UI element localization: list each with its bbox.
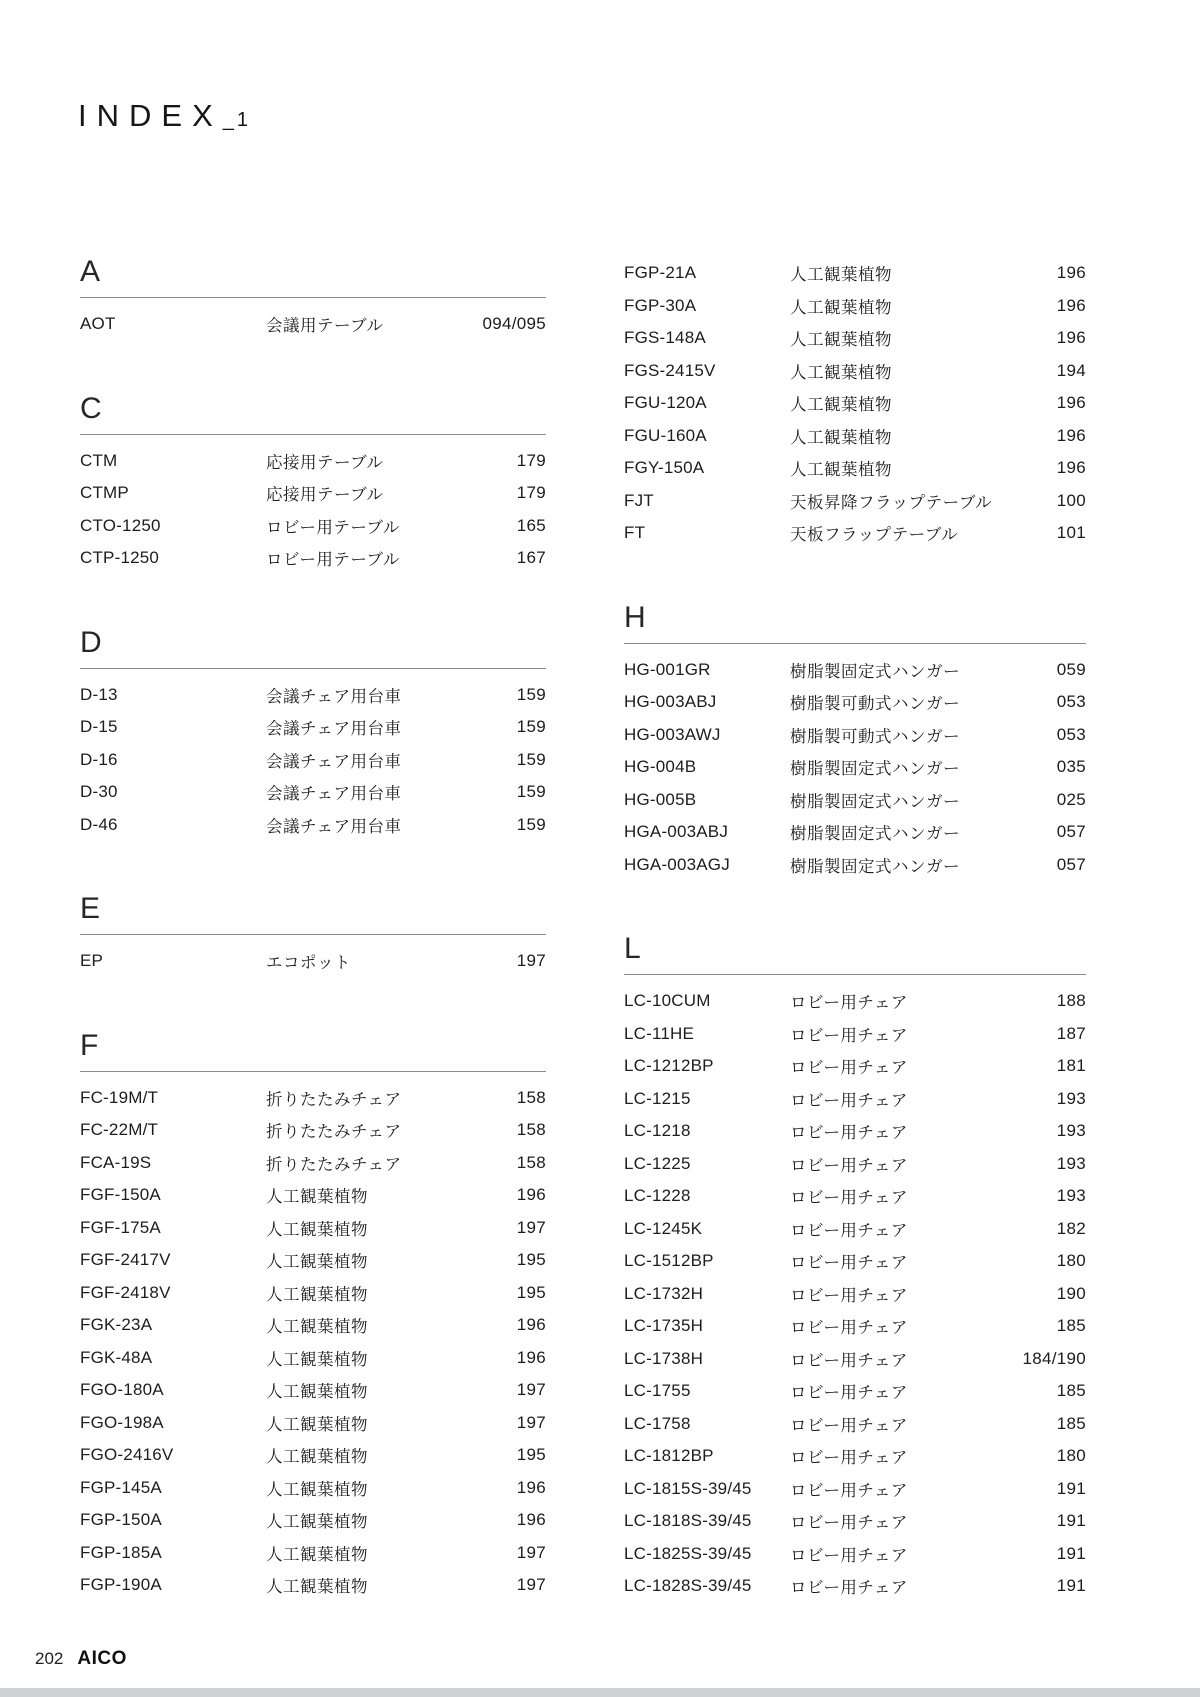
index-entry-row xyxy=(624,1570,1086,1603)
section-rows xyxy=(80,1072,546,1602)
index-entry-row xyxy=(624,654,1086,687)
index-column-left xyxy=(80,0,546,1651)
section-letter: L xyxy=(624,930,1086,975)
index-entry-row xyxy=(624,1375,1086,1408)
entry-code: D-15 xyxy=(80,717,118,737)
entry-code: LC-1225 xyxy=(624,1153,691,1173)
entry-description: 樹脂製固定式ハンガー xyxy=(790,857,960,876)
section-letter: F xyxy=(80,1027,546,1072)
entry-description: ロビー用テーブル xyxy=(266,551,400,570)
entry-description: 人工観葉植物 xyxy=(790,331,892,350)
index-entry-row xyxy=(80,1212,546,1245)
entry-page-number: 179 xyxy=(516,450,546,470)
index-entry-row xyxy=(80,1472,546,1505)
entry-page-number: 196 xyxy=(1056,393,1086,413)
index-entry-row xyxy=(80,308,546,341)
index-entry-row xyxy=(80,1374,546,1407)
entry-code: FGF-175A xyxy=(80,1217,161,1237)
entry-code: FCA-19S xyxy=(80,1152,152,1172)
entry-page-number: 193 xyxy=(1056,1088,1086,1108)
index-entry-row xyxy=(80,1244,546,1277)
entry-page-number: 180 xyxy=(1056,1251,1086,1271)
entry-description: 会議チェア用台車 xyxy=(266,785,402,804)
entry-description: ロビー用チェア xyxy=(790,1351,908,1370)
entry-description: 折りたたみチェア xyxy=(266,1123,402,1142)
entry-description: 人工観葉植物 xyxy=(266,1448,368,1467)
entry-code: LC-10CUM xyxy=(624,991,711,1011)
entry-description: 樹脂製固定式ハンガー xyxy=(790,662,960,681)
entry-code: FGO-198A xyxy=(80,1412,164,1432)
entry-code: EP xyxy=(80,951,104,971)
index-section xyxy=(624,247,1086,550)
entry-page-number: 165 xyxy=(516,515,546,535)
index-section xyxy=(80,1027,546,1602)
entry-page-number: 191 xyxy=(1056,1478,1086,1498)
entry-code: FGK-48A xyxy=(80,1347,153,1367)
index-entry-row xyxy=(624,452,1086,485)
index-entry-row xyxy=(624,985,1086,1018)
entry-description: 天板フラップテーブル xyxy=(790,526,959,545)
index-entry-row xyxy=(624,1278,1086,1311)
entry-description: ロビー用チェア xyxy=(790,1189,908,1208)
entry-code: FGS-148A xyxy=(624,328,706,348)
entry-page-number: 159 xyxy=(516,749,546,769)
entry-description: 会議チェア用台車 xyxy=(266,687,402,706)
entry-code: CTO-1250 xyxy=(80,515,161,535)
index-column-right xyxy=(624,0,1086,1652)
entry-page-number: 196 xyxy=(1056,295,1086,315)
index-entry-row xyxy=(624,485,1086,518)
index-entry-row xyxy=(80,809,546,842)
entry-description: 人工観葉植物 xyxy=(266,1350,368,1369)
entry-description: ロビー用チェア xyxy=(790,1319,908,1338)
index-entry-row xyxy=(80,445,546,478)
entry-page-number: 195 xyxy=(516,1445,546,1465)
entry-code: LC-1755 xyxy=(624,1381,691,1401)
entry-page-number: 159 xyxy=(516,814,546,834)
entry-description: 人工観葉植物 xyxy=(790,461,892,480)
entry-page-number: 193 xyxy=(1056,1153,1086,1173)
section-rows xyxy=(624,247,1086,550)
entry-page-number: 185 xyxy=(1056,1316,1086,1336)
entry-description: ロビー用テーブル xyxy=(266,518,400,537)
index-entry-row xyxy=(624,1343,1086,1376)
entry-code: LC-1758 xyxy=(624,1413,691,1433)
entry-description: 人工観葉植物 xyxy=(266,1513,368,1532)
index-section xyxy=(80,890,546,978)
entry-code: LC-11HE xyxy=(624,1023,695,1043)
entry-description: ロビー用チェア xyxy=(790,1286,908,1305)
entry-page-number: 197 xyxy=(516,1542,546,1562)
entry-description: 人工観葉植物 xyxy=(266,1480,368,1499)
entry-page-number: 190 xyxy=(1056,1283,1086,1303)
index-entry-row xyxy=(80,510,546,543)
entry-code: LC-1818S-39/45 xyxy=(624,1511,752,1531)
index-entry-row xyxy=(80,1114,546,1147)
entry-code: FGP-150A xyxy=(80,1510,162,1530)
section-rows xyxy=(80,669,546,842)
entry-code: D-13 xyxy=(80,684,118,704)
entry-description: 人工観葉植物 xyxy=(790,396,892,415)
page-title-suffix: _1 xyxy=(222,109,251,131)
entry-description: 人工観葉植物 xyxy=(266,1318,368,1337)
section-rows xyxy=(80,935,546,978)
entry-code: HG-003ABJ xyxy=(624,692,717,712)
entry-page-number: 196 xyxy=(516,1477,546,1497)
entry-description: ロビー用チェア xyxy=(790,1384,908,1403)
index-entry-row xyxy=(80,1309,546,1342)
index-entry-row xyxy=(80,477,546,510)
index-entry-row xyxy=(624,719,1086,752)
entry-page-number: 196 xyxy=(1056,425,1086,445)
bottom-edge-strip xyxy=(0,1688,1200,1697)
entry-page-number: 191 xyxy=(1056,1576,1086,1596)
entry-description: 人工観葉植物 xyxy=(266,1285,368,1304)
entry-description: ロビー用チェア xyxy=(790,1156,908,1175)
index-entry-row xyxy=(80,1439,546,1472)
entry-code: FGP-145A xyxy=(80,1477,162,1497)
entry-code: LC-1812BP xyxy=(624,1446,714,1466)
index-entry-row xyxy=(80,1277,546,1310)
index-entry-row xyxy=(80,1504,546,1537)
entry-page-number: 193 xyxy=(1056,1186,1086,1206)
entry-description: 樹脂製可動式ハンガー xyxy=(790,695,960,714)
entry-description: 応接用テーブル xyxy=(266,453,384,472)
index-section xyxy=(624,599,1086,882)
entry-page-number: 185 xyxy=(1056,1413,1086,1433)
entry-code: D-46 xyxy=(80,814,118,834)
entry-code: HG-004B xyxy=(624,757,697,777)
entry-page-number: 025 xyxy=(1056,789,1086,809)
entry-code: FGK-23A xyxy=(80,1315,153,1335)
entry-code: HGA-003ABJ xyxy=(624,822,729,842)
entry-code: LC-1732H xyxy=(624,1283,704,1303)
entry-page-number: 094/095 xyxy=(482,314,546,334)
entry-code: FGP-21A xyxy=(624,263,697,283)
brand-logo: AICO xyxy=(77,1648,127,1669)
index-entry-row xyxy=(624,517,1086,550)
index-entry-row xyxy=(80,1569,546,1602)
entry-page-number: 057 xyxy=(1056,854,1086,874)
entry-page-number: 179 xyxy=(516,483,546,503)
index-entry-row xyxy=(624,686,1086,719)
index-entry-row xyxy=(624,1180,1086,1213)
entry-description: ロビー用チェア xyxy=(790,1059,908,1078)
entry-code: D-30 xyxy=(80,782,118,802)
index-section xyxy=(80,624,546,842)
index-entry-row xyxy=(80,1407,546,1440)
entry-code: FJT xyxy=(624,490,654,510)
entry-code: LC-1245K xyxy=(624,1218,703,1238)
entry-description: 折りたたみチェア xyxy=(266,1090,402,1109)
index-entry-row xyxy=(80,1342,546,1375)
entry-page-number: 187 xyxy=(1056,1023,1086,1043)
entry-code: FGP-30A xyxy=(624,295,697,315)
index-entry-row xyxy=(624,1083,1086,1116)
entry-page-number: 159 xyxy=(516,684,546,704)
entry-page-number: 197 xyxy=(516,1412,546,1432)
index-entry-row xyxy=(80,711,546,744)
index-entry-row xyxy=(624,322,1086,355)
index-entry-row xyxy=(624,420,1086,453)
entry-code: FGY-150A xyxy=(624,458,705,478)
section-rows xyxy=(624,975,1086,1603)
entry-description: 会議チェア用台車 xyxy=(266,817,402,836)
page-number: 202 xyxy=(35,1649,64,1668)
entry-code: FC-19M/T xyxy=(80,1087,159,1107)
entry-description: 人工観葉植物 xyxy=(266,1253,368,1272)
entry-page-number: 158 xyxy=(516,1152,546,1172)
entry-description: 人工観葉植物 xyxy=(266,1383,368,1402)
index-entry-row xyxy=(624,355,1086,388)
index-section xyxy=(624,930,1086,1603)
entry-code: HGA-003AGJ xyxy=(624,854,730,874)
index-section xyxy=(80,390,546,575)
entry-description: 人工観葉植物 xyxy=(266,1188,368,1207)
entry-page-number: 053 xyxy=(1056,724,1086,744)
entry-code: FGS-2415V xyxy=(624,360,716,380)
index-entry-row xyxy=(80,1179,546,1212)
entry-code: LC-1215 xyxy=(624,1088,691,1108)
index-entry-row xyxy=(80,679,546,712)
section-rows xyxy=(80,435,546,575)
index-entry-row xyxy=(624,784,1086,817)
section-letter: C xyxy=(80,390,546,435)
entry-description: 人工観葉植物 xyxy=(790,298,892,317)
entry-page-number: 191 xyxy=(1056,1511,1086,1531)
entry-code: LC-1828S-39/45 xyxy=(624,1576,752,1596)
entry-description: ロビー用チェア xyxy=(790,994,908,1013)
index-entry-row xyxy=(624,1050,1086,1083)
entry-page-number: 158 xyxy=(516,1120,546,1140)
index-entry-row xyxy=(624,387,1086,420)
index-entry-row xyxy=(624,849,1086,882)
index-entry-row xyxy=(80,1537,546,1570)
index-entry-row xyxy=(624,1408,1086,1441)
entry-page-number: 196 xyxy=(516,1510,546,1530)
entry-description: ロビー用チェア xyxy=(790,1221,908,1240)
entry-page-number: 195 xyxy=(516,1282,546,1302)
entry-description: ロビー用チェア xyxy=(790,1579,908,1598)
entry-description: ロビー用チェア xyxy=(790,1514,908,1533)
entry-code: FGO-180A xyxy=(80,1380,164,1400)
entry-description: 人工観葉植物 xyxy=(266,1578,368,1597)
entry-code: FGO-2416V xyxy=(80,1445,174,1465)
entry-page-number: 188 xyxy=(1056,991,1086,1011)
index-entry-row xyxy=(624,1440,1086,1473)
entry-description: 人工観葉植物 xyxy=(266,1545,368,1564)
entry-code: FGU-120A xyxy=(624,393,707,413)
entry-description: ロビー用チェア xyxy=(790,1416,908,1435)
index-entry-row xyxy=(624,751,1086,784)
entry-description: ロビー用チェア xyxy=(790,1254,908,1273)
entry-description: ロビー用チェア xyxy=(790,1091,908,1110)
entry-page-number: 181 xyxy=(1056,1056,1086,1076)
page-footer xyxy=(35,1648,127,1670)
entry-page-number: 197 xyxy=(516,1575,546,1595)
entry-page-number: 100 xyxy=(1056,490,1086,510)
entry-page-number: 197 xyxy=(516,1217,546,1237)
index-entry-row xyxy=(624,1473,1086,1506)
entry-page-number: 057 xyxy=(1056,822,1086,842)
entry-page-number: 196 xyxy=(516,1347,546,1367)
index-entry-row xyxy=(80,945,546,978)
entry-description: ロビー用チェア xyxy=(790,1449,908,1468)
entry-description: ロビー用チェア xyxy=(790,1546,908,1565)
index-entry-row xyxy=(624,1505,1086,1538)
index-entry-row xyxy=(80,776,546,809)
entry-code: FT xyxy=(624,523,646,543)
section-letter: A xyxy=(80,253,546,298)
page-title-main: INDEX xyxy=(78,98,223,133)
entry-description: 天板昇降フラップテーブル xyxy=(790,493,993,512)
entry-description: ロビー用チェア xyxy=(790,1124,908,1143)
entry-page-number: 053 xyxy=(1056,692,1086,712)
index-entry-row xyxy=(624,1018,1086,1051)
index-entry-row xyxy=(80,1147,546,1180)
entry-description: ロビー用チェア xyxy=(790,1026,908,1045)
section-rows xyxy=(80,298,546,341)
entry-code: LC-1212BP xyxy=(624,1056,714,1076)
entry-page-number: 195 xyxy=(516,1250,546,1270)
entry-page-number: 167 xyxy=(516,548,546,568)
entry-code: HG-005B xyxy=(624,789,697,809)
entry-description: 人工観葉植物 xyxy=(790,266,892,285)
entry-page-number: 197 xyxy=(516,951,546,971)
entry-description: 樹脂製可動式ハンガー xyxy=(790,727,960,746)
entry-page-number: 101 xyxy=(1056,523,1086,543)
entry-description: 折りたたみチェア xyxy=(266,1155,402,1174)
index-entry-row xyxy=(624,1148,1086,1181)
index-entry-row xyxy=(80,744,546,777)
index-entry-row xyxy=(624,290,1086,323)
entry-code: LC-1218 xyxy=(624,1121,691,1141)
entry-page-number: 059 xyxy=(1056,659,1086,679)
entry-description: 会議チェア用台車 xyxy=(266,752,402,771)
entry-description: 人工観葉植物 xyxy=(790,428,892,447)
entry-page-number: 196 xyxy=(1056,263,1086,283)
entry-code: FGF-2418V xyxy=(80,1282,171,1302)
section-letter: E xyxy=(80,890,546,935)
index-entry-row xyxy=(624,257,1086,290)
entry-page-number: 035 xyxy=(1056,757,1086,777)
entry-code: AOT xyxy=(80,314,116,334)
entry-page-number: 185 xyxy=(1056,1381,1086,1401)
entry-page-number: 191 xyxy=(1056,1543,1086,1563)
entry-code: HG-003AWJ xyxy=(624,724,721,744)
index-section xyxy=(80,253,546,341)
entry-code: FC-22M/T xyxy=(80,1120,159,1140)
entry-code: FGP-190A xyxy=(80,1575,162,1595)
entry-description: 人工観葉植物 xyxy=(266,1415,368,1434)
entry-code: FGP-185A xyxy=(80,1542,162,1562)
entry-page-number: 193 xyxy=(1056,1121,1086,1141)
entry-page-number: 196 xyxy=(1056,328,1086,348)
entry-description: エコポット xyxy=(266,954,351,973)
entry-code: CTM xyxy=(80,450,118,470)
section-rows xyxy=(624,644,1086,882)
entry-page-number: 180 xyxy=(1056,1446,1086,1466)
entry-page-number: 196 xyxy=(1056,458,1086,478)
index-entry-row xyxy=(624,816,1086,849)
entry-code: LC-1738H xyxy=(624,1348,704,1368)
entry-code: LC-1735H xyxy=(624,1316,704,1336)
index-entry-row xyxy=(80,542,546,575)
index-entry-row xyxy=(624,1213,1086,1246)
index-entry-row xyxy=(624,1115,1086,1148)
entry-page-number: 184/190 xyxy=(1022,1348,1086,1368)
entry-code: HG-001GR xyxy=(624,659,711,679)
entry-page-number: 196 xyxy=(516,1185,546,1205)
section-letter: H xyxy=(624,599,1086,644)
index-entry-row xyxy=(624,1538,1086,1571)
entry-page-number: 159 xyxy=(516,782,546,802)
entry-page-number: 197 xyxy=(516,1380,546,1400)
entry-code: FGU-160A xyxy=(624,425,707,445)
entry-description: ロビー用チェア xyxy=(790,1481,908,1500)
entry-code: CTMP xyxy=(80,483,129,503)
entry-page-number: 182 xyxy=(1056,1218,1086,1238)
entry-description: 人工観葉植物 xyxy=(790,363,892,382)
index-entry-row xyxy=(624,1310,1086,1343)
index-entry-row xyxy=(624,1245,1086,1278)
entry-code: FGF-2417V xyxy=(80,1250,171,1270)
entry-code: CTP-1250 xyxy=(80,548,160,568)
index-entry-row xyxy=(80,1082,546,1115)
entry-code: LC-1512BP xyxy=(624,1251,714,1271)
entry-description: 会議用テーブル xyxy=(266,317,384,336)
entry-description: 人工観葉植物 xyxy=(266,1220,368,1239)
entry-description: 応接用テーブル xyxy=(266,486,384,505)
entry-code: FGF-150A xyxy=(80,1185,161,1205)
entry-code: LC-1228 xyxy=(624,1186,691,1206)
entry-description: 会議チェア用台車 xyxy=(266,720,402,739)
entry-page-number: 158 xyxy=(516,1087,546,1107)
entry-code: LC-1815S-39/45 xyxy=(624,1478,752,1498)
entry-description: 樹脂製固定式ハンガー xyxy=(790,760,960,779)
entry-page-number: 196 xyxy=(516,1315,546,1335)
section-letter: D xyxy=(80,624,546,669)
entry-description: 樹脂製固定式ハンガー xyxy=(790,792,960,811)
entry-description: 樹脂製固定式ハンガー xyxy=(790,825,960,844)
entry-code: D-16 xyxy=(80,749,118,769)
entry-page-number: 159 xyxy=(516,717,546,737)
entry-page-number: 194 xyxy=(1056,360,1086,380)
entry-code: LC-1825S-39/45 xyxy=(624,1543,752,1563)
